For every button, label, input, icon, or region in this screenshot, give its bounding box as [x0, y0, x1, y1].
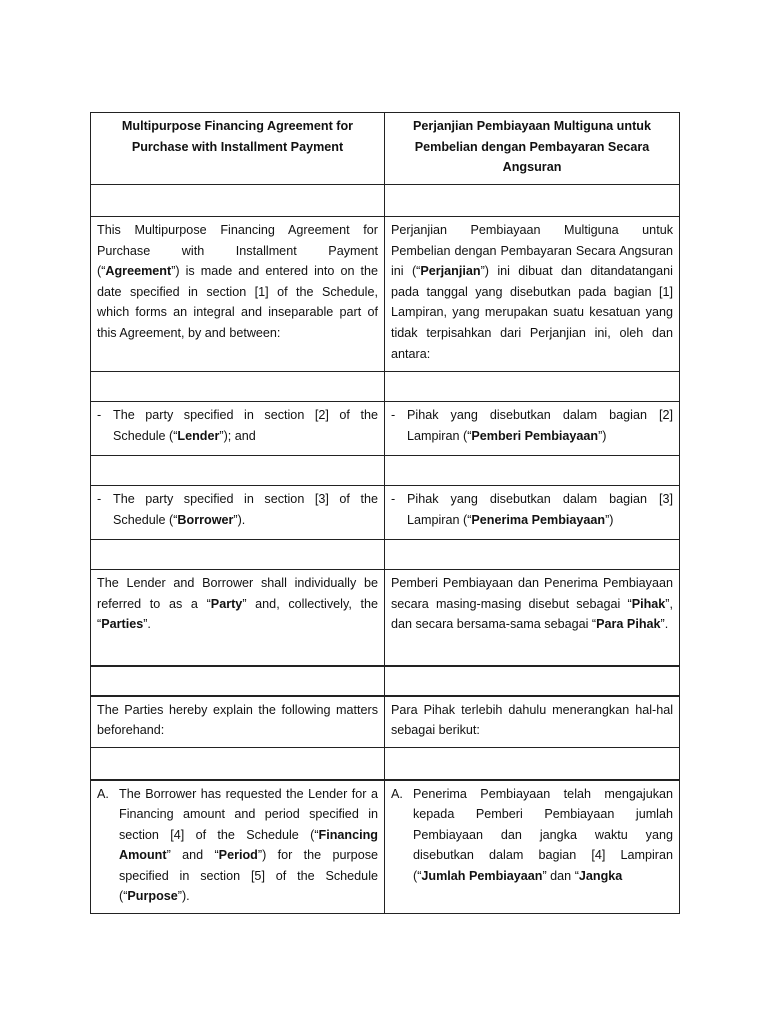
text: ” dan “ [542, 868, 579, 883]
text: ”) [598, 428, 607, 443]
recital-letter: A. [391, 786, 403, 801]
defined-term: Perjanjian [420, 264, 481, 279]
text: ”). [177, 889, 190, 904]
intro-english [91, 217, 385, 372]
parties-english [91, 570, 385, 666]
text: ”) for the purpose specified in section [5] of the Schedule (“ [119, 848, 378, 904]
defined-term: Para Pihak [596, 617, 661, 632]
lender-indonesian [385, 402, 680, 456]
defined-term: Pihak [631, 596, 666, 611]
text: ”) ini dibuat dan ditandatangani pada tanggal yang disebutkan pada bagian [1] Lampiran, yang merupakan suatu kesatuan yang tidak terpisahkan dari Perjanjian ini, oleh dan antara: [391, 264, 673, 361]
spacer-row [91, 666, 680, 696]
text: ”. [143, 617, 151, 632]
empty-cell [385, 372, 680, 402]
recital-a-english [91, 780, 385, 914]
text: The Borrower has requested the Lender for a Financing amount and period specified in section [4] of the Schedule (“ [119, 786, 378, 842]
text: ”). [233, 512, 246, 527]
empty-cell [91, 185, 385, 217]
empty-cell [91, 372, 385, 402]
text: Penerima Pembiayaan telah mengajukan kepada Pemberi Pembiayaan jumlah Pembiayaan dan jangka waktu yang disebutkan dalam bagian [4] Lampiran (“ [413, 786, 673, 883]
empty-cell [91, 456, 385, 486]
text: ”) [605, 512, 614, 527]
defined-term: Parties [101, 617, 144, 632]
bullet: - [391, 492, 396, 506]
defined-term: Party [210, 596, 243, 611]
defined-term: Financing Amount [119, 827, 378, 863]
defined-term: Borrower [177, 512, 234, 527]
spacer-row [91, 185, 680, 217]
text: ”. [660, 617, 669, 632]
borrower-english [91, 486, 385, 540]
text: The party specified in section [3] of the Schedule (“ [113, 492, 378, 527]
text: The Lender and Borrower shall individually be referred to as a “ [97, 576, 378, 611]
table-row [91, 217, 680, 372]
empty-cell [91, 748, 385, 780]
header-english: Multipurpose Financing Agreement for Purchase with Installment Payment [91, 113, 385, 185]
text: ” and, collectively, the “ [97, 596, 378, 632]
text: ”) is made and entered into on the date specified in section [1] of the Schedule, which forms an integral and inseparable part of this Agreement, by and between: [97, 264, 378, 340]
table-row [91, 570, 680, 666]
spacer-row [91, 372, 680, 402]
empty-cell [385, 185, 680, 217]
lender-english [91, 402, 385, 456]
parties-indonesian [385, 570, 680, 666]
defined-term: Purpose [127, 889, 178, 904]
text: Pihak yang disebutkan dalam bagian [2] Lampiran (“ [407, 408, 673, 443]
table-row [91, 780, 680, 914]
empty-cell [91, 540, 385, 570]
spacer-row [91, 540, 680, 570]
empty-cell [385, 540, 680, 570]
header-indonesian: Perjanjian Pembiayaan Multiguna untuk Pembelian dengan Pembayaran Secara Angsuran [385, 113, 680, 185]
empty-cell [91, 666, 385, 696]
defined-term: Period [218, 848, 258, 863]
bilingual-agreement-table [90, 112, 680, 914]
empty-cell [385, 456, 680, 486]
spacer-row [91, 748, 680, 780]
defined-term: Agreement [105, 264, 172, 279]
text: ”, dan secara bersama-sama sebagai “ [391, 596, 673, 632]
explain-english: The Parties hereby explain the following matters beforehand: [91, 696, 385, 748]
intro-indonesian [385, 217, 680, 372]
text: ” and “ [166, 848, 219, 863]
defined-term: Pemberi Pembiayaan [471, 428, 599, 443]
text: Pihak yang disebutkan dalam bagian [3] Lampiran (“ [407, 492, 673, 527]
text: Perjanjian Pembiayaan Multiguna untuk Pembelian dengan Pembayaran Secara Angsuran ini (“ [391, 223, 673, 279]
table-row [91, 696, 680, 748]
defined-term: Penerima Pembiayaan [471, 512, 606, 527]
spacer-row [91, 456, 680, 486]
explain-indonesian: Para Pihak terlebih dahulu menerangkan hal-hal sebagai berikut: [385, 696, 680, 748]
recital-letter: A. [97, 786, 109, 801]
text: Pemberi Pembiayaan dan Penerima Pembiayaan secara masing-masing disebut sebagai “ [391, 576, 673, 611]
table-row [91, 402, 680, 456]
empty-cell [385, 666, 680, 696]
bullet: - [97, 492, 102, 506]
text: This Multipurpose Financing Agreement for Purchase with Installment Payment (“ [97, 223, 378, 279]
table-row [91, 486, 680, 540]
bullet: - [391, 408, 396, 422]
defined-term: Lender [177, 428, 220, 443]
borrower-indonesian [385, 486, 680, 540]
empty-cell [385, 748, 680, 780]
defined-term: Jangka [578, 868, 623, 883]
recital-a-indonesian [385, 780, 680, 914]
bullet: - [97, 408, 102, 422]
defined-term: Jumlah Pembiayaan [421, 868, 543, 883]
text: The party specified in section [2] of the Schedule (“ [113, 408, 378, 443]
table-row [91, 113, 680, 185]
text: ”); and [219, 428, 256, 443]
